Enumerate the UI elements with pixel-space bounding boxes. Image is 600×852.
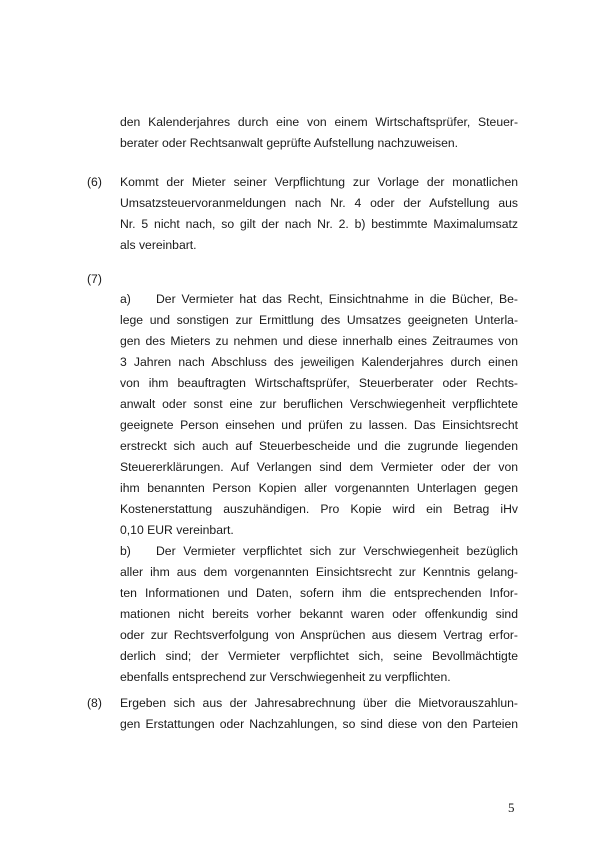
paragraph-line: ebenfalls entsprechend zur Verschwiegenheit zu verpflichten. — [120, 670, 451, 684]
section-number-8: (8) — [87, 696, 102, 710]
paragraph-line: ten Informationen und Daten, sofern ihm die entsprechenden Infor- — [120, 586, 518, 600]
paragraph-line: erstreckt sich auch auf Steuerbescheide und die zugrunde liegenden — [120, 439, 518, 453]
paragraph-line: mationen nicht bereits vorher bekannt waren oder offenkundig sind — [120, 607, 518, 621]
intro-paragraph — [120, 112, 518, 154]
paragraph-line: 0,10 EUR vereinbart. — [120, 523, 234, 537]
paragraph-line: Steuererklärungen. Auf Verlangen sind dem Vermieter oder der von — [120, 460, 518, 474]
paragraph-line: Ergeben sich aus der Jahresabrechnung über die Mietvorauszahlun- — [120, 696, 518, 710]
paragraph-line: Umsatzsteuervoranmeldungen nach Nr. 4 oder der Aufstellung aus — [120, 196, 518, 210]
paragraph-line: als vereinbart. — [120, 238, 197, 252]
section-8-paragraph — [120, 693, 518, 735]
subsection-label-b: b) — [120, 544, 131, 558]
paragraph-line: gen des Mieters zu nehmen und diese innerhalb eines Zeitraumes von — [120, 334, 518, 348]
page-number: 5 — [508, 800, 515, 815]
paragraph-line — [120, 289, 518, 310]
paragraph-line: Kommt der Mieter seiner Verpflichtung zur Vorlage der monatlichen — [120, 175, 518, 189]
section-number-7: (7) — [87, 272, 102, 286]
paragraph-line: Nr. 5 nicht nach, so gilt der nach Nr. 2. b) bestimmte Maximalumsatz — [120, 217, 518, 231]
section-7b-paragraph — [120, 541, 518, 688]
paragraph-line: geeignete Person einsehen und prüfen zu lassen. Das Einsichtsrecht — [120, 418, 518, 432]
paragraph-line: derlich sind; der Vermieter verpflichtet sich, seine Bevollmächtigte — [120, 649, 518, 663]
paragraph-line: von ihm beauftragten Wirtschaftsprüfer, Steuerberater oder Rechts- — [120, 376, 518, 390]
paragraph-line: gen Erstattungen oder Nachzahlungen, so sind diese von den Parteien — [120, 717, 518, 731]
section-6-paragraph — [120, 172, 518, 256]
paragraph-line — [120, 541, 518, 562]
paragraph-line: lege und sonstigen zur Ermittlung des Umsatzes geeigneten Unterla- — [120, 313, 518, 327]
paragraph-line: ihm benannten Person Kopien aller vorgenannten Unterlagen gegen — [120, 481, 518, 495]
paragraph-line-text: Der Vermieter hat das Recht, Einsichtnahme in die Bücher, Be- — [156, 292, 518, 306]
paragraph-line: Kostenerstattung auszuhändigen. Pro Kopie wird ein Betrag iHv — [120, 502, 518, 516]
section-number-6: (6) — [87, 175, 102, 189]
paragraph-line: aller ihm aus dem vorgenannten Einsichtsrecht zur Kenntnis gelang- — [120, 565, 518, 579]
paragraph-line-text: Der Vermieter verpflichtet sich zur Verschwiegenheit bezüglich — [156, 544, 518, 558]
subsection-label-a: a) — [120, 292, 131, 306]
paragraph-line: den Kalenderjahres durch eine von einem Wirtschaftsprüfer, Steuer- — [120, 115, 518, 129]
paragraph-line: anwalt oder sonst eine zur beruflichen Verschwiegenheit verpflichtete — [120, 397, 518, 411]
paragraph-line: 3 Jahren nach Abschluss des jeweiligen Kalenderjahres durch einen — [120, 355, 518, 369]
paragraph-line: oder zur Rechtsverfolgung von Ansprüchen aus diesem Vertrag erfor- — [120, 628, 518, 642]
section-7a-paragraph — [120, 289, 518, 541]
paragraph-line: berater oder Rechtsanwalt geprüfte Aufstellung nachzuweisen. — [120, 136, 459, 150]
